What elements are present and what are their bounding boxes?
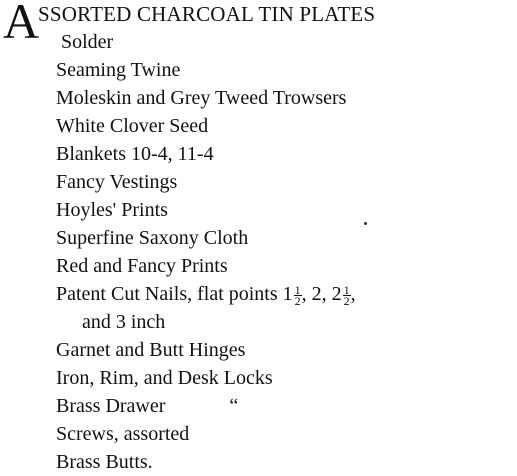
list-item: Garnet and Butt Hinges xyxy=(56,339,246,361)
list-item: Moleskin and Grey Tweed Trowsers xyxy=(56,87,347,109)
fraction-half xyxy=(294,282,302,308)
drop-cap-letter: A xyxy=(3,0,40,49)
fraction-half xyxy=(343,282,351,308)
list-item: Brass Butts. xyxy=(56,451,153,473)
drawer-text: Brass Drawer xyxy=(56,395,166,417)
list-item: Superfine Saxony Cloth xyxy=(56,227,249,249)
list-item-drawer xyxy=(56,392,356,420)
list-item: White Clover Seed xyxy=(56,115,209,137)
ink-speck xyxy=(364,222,367,225)
list-heading: SSORTED CHARCOAL TIN PLATES xyxy=(38,2,376,26)
list-item: Solder xyxy=(61,31,114,53)
fraction-numerator: 1 xyxy=(343,282,350,297)
list-item: Iron, Rim, and Desk Locks xyxy=(56,367,273,389)
fraction-denominator: 2 xyxy=(343,293,350,308)
list-item: Screws, assorted xyxy=(56,423,190,445)
fraction-numerator: 1 xyxy=(294,282,301,297)
list-item: Hoyles' Prints xyxy=(56,199,168,221)
fraction-denominator: 2 xyxy=(294,293,301,308)
nails-end: , xyxy=(350,283,356,305)
list-item: Red and Fancy Prints xyxy=(56,255,228,277)
list-item-nails xyxy=(56,280,356,308)
nails-middle: , 2, 2 xyxy=(301,283,342,305)
list-item: Seaming Twine xyxy=(56,59,181,81)
list-item-continuation: and 3 inch xyxy=(82,311,166,333)
list-item: Fancy Vestings xyxy=(56,171,178,193)
list-item: Blankets 10-4, 11-4 xyxy=(56,143,214,165)
ditto-mark: “ xyxy=(229,395,239,417)
goods-list xyxy=(56,28,356,476)
nails-text: Patent Cut Nails, flat points 1 xyxy=(56,283,293,305)
